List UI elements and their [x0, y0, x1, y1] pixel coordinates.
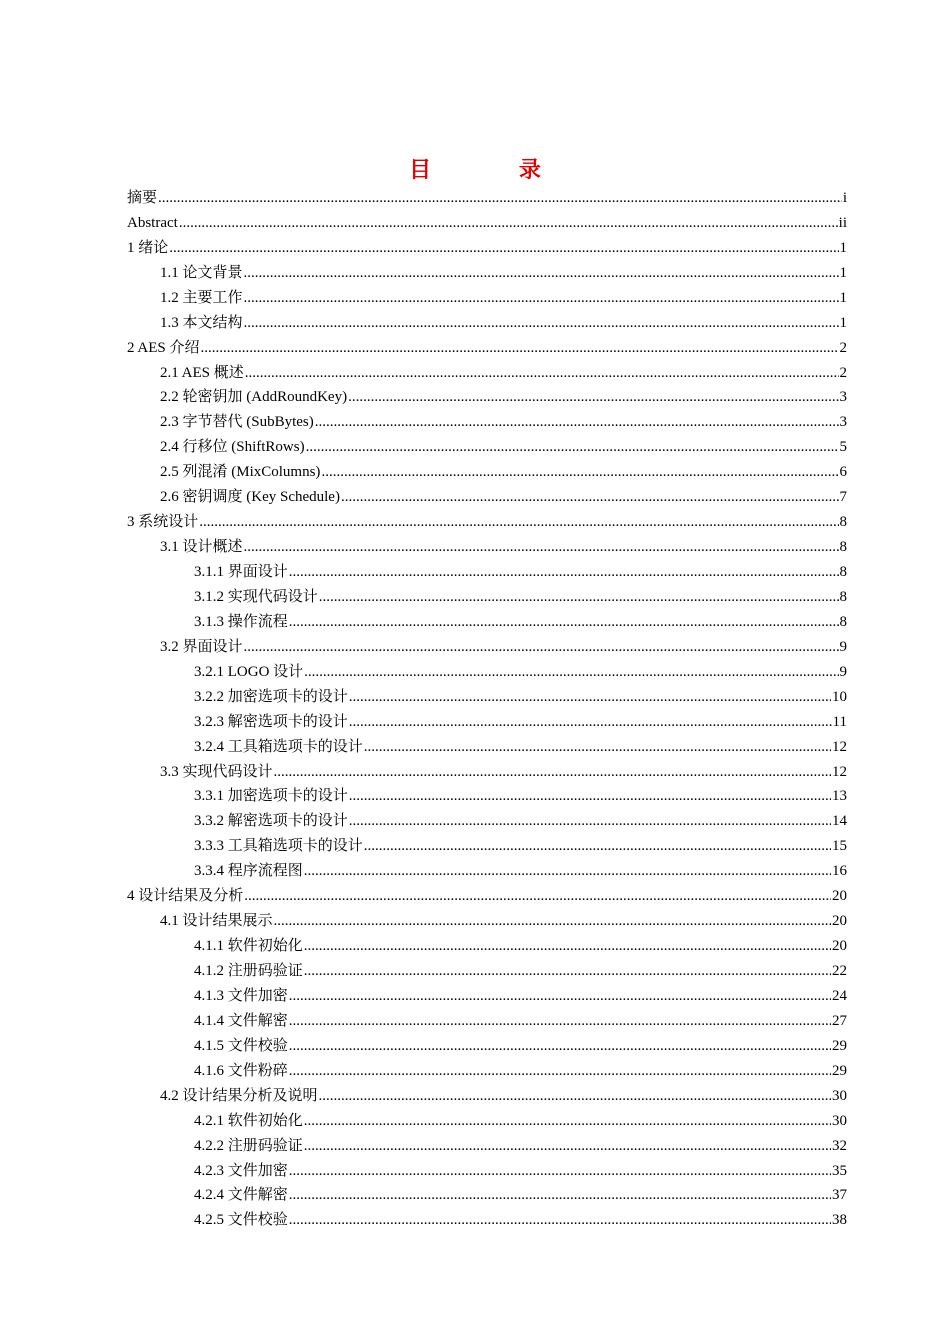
toc-entry[interactable] — [127, 408, 847, 433]
dot-leader — [245, 364, 839, 384]
toc-entry[interactable] — [127, 733, 847, 758]
toc-entry-page-number: 29 — [832, 1062, 847, 1079]
toc-entry-page-number: 8 — [839, 613, 847, 630]
toc-entry[interactable] — [127, 1007, 847, 1032]
toc-entry-page-number: 8 — [839, 588, 847, 605]
dot-leader — [289, 1062, 831, 1082]
table-of-contents — [127, 184, 847, 1231]
dot-leader — [304, 962, 831, 982]
toc-entry[interactable] — [127, 334, 847, 359]
dot-leader — [289, 563, 839, 583]
toc-entry-title: 3.2 界面设计 — [160, 638, 243, 655]
toc-entry-page-number: 30 — [832, 1112, 847, 1129]
dot-leader — [179, 214, 838, 234]
toc-entry-page-number: 3 — [839, 389, 847, 406]
toc-entry-page-number: 1 — [839, 289, 847, 306]
toc-entry-page-number: 12 — [832, 738, 847, 755]
toc-entry-page-number: 35 — [832, 1162, 847, 1179]
toc-entry[interactable] — [127, 832, 847, 857]
dot-leader — [244, 887, 831, 907]
toc-entry-page-number: 32 — [832, 1137, 847, 1154]
toc-entry-page-number: 30 — [832, 1087, 847, 1104]
toc-entry-page-number: 9 — [839, 638, 847, 655]
toc-entry-title: 3.1.1 界面设计 — [194, 564, 288, 580]
toc-entry[interactable] — [127, 857, 847, 882]
toc-entry[interactable] — [127, 234, 847, 259]
toc-entry[interactable] — [127, 982, 847, 1007]
toc-entry-title: 4.2.4 文件解密 — [194, 1187, 288, 1204]
toc-entry-title: 3.3.1 加密选项卡的设计 — [194, 788, 348, 805]
dot-leader — [321, 463, 838, 483]
toc-entry[interactable] — [127, 1032, 847, 1057]
toc-entry[interactable] — [127, 1132, 847, 1157]
toc-entry-title: 3.2.1 LOGO 设计 — [194, 663, 304, 680]
toc-entry[interactable] — [127, 807, 847, 832]
toc-entry[interactable] — [127, 907, 847, 932]
dot-leader — [289, 1211, 831, 1231]
dot-leader — [244, 289, 839, 309]
dot-leader — [304, 1112, 831, 1132]
toc-entry-title: 4.2.3 文件加密 — [194, 1162, 288, 1179]
toc-entry-page-number: i — [842, 189, 847, 206]
toc-entry-page-number: 8 — [839, 539, 847, 556]
dot-leader — [201, 339, 839, 359]
dot-leader — [341, 488, 839, 508]
dot-leader — [289, 1012, 831, 1032]
dot-leader — [289, 1186, 831, 1206]
toc-entry-page-number: 10 — [832, 688, 847, 705]
toc-entry-page-number: 5 — [839, 439, 847, 456]
toc-entry-page-number: 11 — [832, 713, 847, 730]
dot-leader — [289, 1162, 831, 1182]
dot-leader — [274, 763, 831, 783]
toc-entry-page-number: ii — [838, 214, 847, 231]
toc-entry-title: 4.2.2 注册码验证 — [194, 1137, 303, 1154]
toc-entry[interactable] — [127, 1107, 847, 1132]
dot-leader — [349, 787, 831, 807]
toc-entry-title: 2 AES 介绍 — [127, 339, 200, 356]
toc-entry-title: 1.3 本文结构 — [160, 314, 243, 331]
dot-leader — [289, 1037, 831, 1057]
dot-leader — [315, 413, 839, 433]
toc-entry[interactable] — [127, 683, 847, 708]
toc-entry-page-number: 38 — [832, 1212, 847, 1229]
toc-entry-page-number: 7 — [839, 489, 847, 506]
toc-entry[interactable] — [127, 1182, 847, 1207]
toc-entry-title: 4.2.5 文件校验 — [194, 1212, 288, 1229]
toc-entry-title: 4.1.5 文件校验 — [194, 1037, 288, 1054]
toc-entry[interactable] — [127, 783, 847, 808]
toc-entry-title: 4.1.2 注册码验证 — [194, 963, 303, 979]
toc-entry-page-number: 1 — [839, 314, 847, 331]
toc-entry-page-number: 2 — [839, 364, 847, 381]
toc-entry-title: 3.2.4 工具箱选项卡的设计 — [194, 738, 363, 755]
toc-entry[interactable] — [127, 284, 847, 309]
toc-entry[interactable] — [127, 1082, 847, 1107]
toc-entry[interactable] — [127, 184, 847, 209]
toc-entry-page-number: 13 — [832, 788, 847, 805]
toc-entry-title: 4.1.1 软件初始化 — [194, 938, 303, 955]
dot-leader — [349, 812, 831, 832]
toc-entry-title: 3.3.2 解密选项卡的设计 — [194, 813, 348, 830]
toc-entry-title: 4.1.4 文件解密 — [194, 1012, 288, 1029]
dot-leader — [244, 314, 839, 334]
toc-entry[interactable] — [127, 558, 847, 583]
dot-leader — [349, 713, 832, 733]
toc-entry-title: 3.3.3 工具箱选项卡的设计 — [194, 838, 363, 855]
toc-entry[interactable] — [127, 1057, 847, 1082]
toc-entry-page-number: 20 — [832, 938, 847, 955]
toc-entry-page-number: 2 — [839, 339, 847, 356]
toc-entry-title: 4.1 设计结果展示 — [160, 913, 273, 930]
dot-leader — [274, 912, 831, 932]
toc-entry[interactable] — [127, 433, 847, 458]
toc-entry-title: 3.3.4 程序流程图 — [194, 863, 303, 880]
toc-entry-page-number: 16 — [832, 863, 847, 880]
toc-entry[interactable] — [127, 583, 847, 608]
toc-entry[interactable] — [127, 758, 847, 783]
toc-entry-page-number: 20 — [832, 913, 847, 930]
toc-entry[interactable] — [127, 359, 847, 384]
toc-entry-page-number: 8 — [839, 564, 847, 580]
toc-entry-title: 3.2.3 解密选项卡的设计 — [194, 713, 348, 730]
toc-entry-title: 3.1.2 实现代码设计 — [194, 588, 318, 605]
toc-entry-title: 3.1.3 操作流程 — [194, 613, 288, 630]
toc-entry-page-number: 12 — [832, 763, 847, 780]
toc-entry-title: 3.2.2 加密选项卡的设计 — [194, 688, 348, 705]
toc-entry-page-number: 3 — [839, 414, 847, 431]
toc-entry-page-number: 27 — [832, 1012, 847, 1029]
toc-entry-page-number: 6 — [839, 464, 847, 481]
toc-entry-page-number: 29 — [832, 1037, 847, 1054]
toc-entry[interactable] — [127, 882, 847, 907]
toc-entry-title: 1.2 主要工作 — [160, 289, 243, 306]
toc-entry[interactable] — [127, 508, 847, 533]
toc-entry[interactable] — [127, 209, 847, 234]
dot-leader — [244, 638, 839, 658]
toc-entry-page-number: 22 — [832, 963, 847, 979]
toc-entry-title: Abstract — [127, 214, 178, 231]
dot-leader — [169, 239, 838, 259]
toc-entry-title: 2.6 密钥调度 (Key Schedule) — [160, 489, 340, 506]
toc-entry[interactable] — [127, 458, 847, 483]
toc-entry-page-number: 14 — [832, 813, 847, 830]
toc-entry-page-number: 1 — [839, 239, 847, 256]
toc-entry-page-number: 37 — [832, 1187, 847, 1204]
toc-entry-title: 3 系统设计 — [127, 514, 199, 531]
dot-leader — [244, 538, 839, 558]
toc-entry-title: 1.1 论文背景 — [160, 264, 243, 281]
dot-leader — [289, 613, 839, 633]
dot-leader — [319, 588, 839, 608]
toc-entry-title: 4.1.3 文件加密 — [194, 987, 288, 1004]
dot-leader — [304, 663, 838, 683]
toc-entry-page-number: 24 — [832, 987, 847, 1004]
toc-entry-title: 4.2.1 软件初始化 — [194, 1112, 303, 1129]
toc-entry-title: 2.4 行移位 (ShiftRows) — [160, 439, 305, 456]
dot-leader — [158, 189, 842, 209]
toc-entry-page-number: 20 — [832, 888, 847, 905]
dot-leader — [364, 738, 831, 758]
toc-entry[interactable] — [127, 483, 847, 508]
toc-entry-title: 2.1 AES 概述 — [160, 364, 244, 381]
toc-entry[interactable] — [127, 633, 847, 658]
dot-leader — [244, 264, 839, 284]
toc-title: 目 录 — [409, 158, 581, 183]
toc-entry[interactable] — [127, 932, 847, 957]
dot-leader — [304, 937, 831, 957]
toc-entry[interactable] — [127, 708, 847, 733]
toc-entry[interactable] — [127, 259, 847, 284]
toc-entry-page-number: 9 — [839, 663, 847, 680]
toc-entry[interactable] — [127, 309, 847, 334]
toc-entry-page-number: 8 — [839, 514, 847, 531]
toc-entry[interactable] — [127, 384, 847, 409]
dot-leader — [304, 1137, 831, 1157]
dot-leader — [306, 438, 839, 458]
toc-entry[interactable] — [127, 1206, 847, 1231]
dot-leader — [319, 1087, 831, 1107]
dot-leader — [364, 837, 831, 857]
toc-entry-title: 3.3 实现代码设计 — [160, 763, 273, 780]
toc-entry-title: 3.1 设计概述 — [160, 539, 243, 556]
toc-entry[interactable] — [127, 658, 847, 683]
toc-entry-title: 4.2 设计结果分析及说明 — [160, 1087, 318, 1104]
toc-entry[interactable] — [127, 1157, 847, 1182]
toc-entry-title: 2.3 字节替代 (SubBytes) — [160, 414, 314, 431]
dot-leader — [349, 688, 831, 708]
toc-entry[interactable] — [127, 957, 847, 982]
toc-entry-title: 摘要 — [127, 189, 158, 206]
dot-leader — [304, 862, 831, 882]
toc-entry-title: 2.2 轮密钥加 (AddRoundKey) — [160, 389, 348, 406]
toc-entry-page-number: 1 — [839, 264, 847, 281]
toc-entry-page-number: 15 — [832, 838, 847, 855]
dot-leader — [199, 513, 838, 533]
toc-entry-title: 1 绪论 — [127, 239, 169, 256]
toc-entry[interactable] — [127, 533, 847, 558]
toc-entry-title: 4.1.6 文件粉碎 — [194, 1062, 288, 1079]
toc-entry[interactable] — [127, 608, 847, 633]
toc-entry-title: 2.5 列混淆 (MixColumns) — [160, 464, 321, 481]
toc-entry-title: 4 设计结果及分析 — [127, 888, 244, 905]
dot-leader — [348, 388, 838, 408]
dot-leader — [289, 987, 831, 1007]
